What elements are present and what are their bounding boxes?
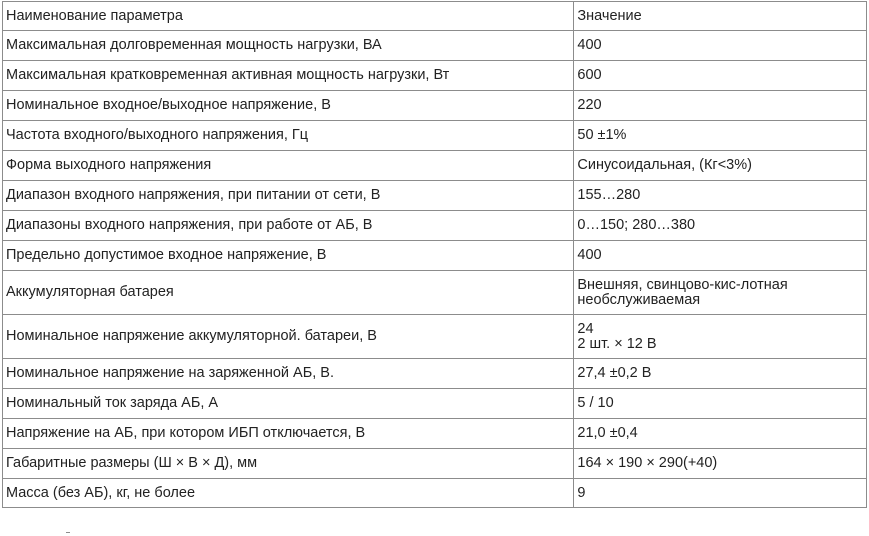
value-line: Внешняя, свинцово-кис-лотная xyxy=(577,276,788,293)
value-line: 2 шт. × 12 В xyxy=(577,335,657,352)
table-row xyxy=(3,315,867,359)
table-row xyxy=(3,241,867,271)
param-value-cell: 155…280 xyxy=(574,181,867,211)
table-row xyxy=(3,479,867,508)
table-row xyxy=(3,31,867,61)
specifications-table xyxy=(2,1,867,508)
param-name-cell: Максимальная кратковременная активная мощность нагрузки, Вт xyxy=(3,61,574,91)
param-name-cell: Габаритные размеры (Ш × В × Д), мм xyxy=(3,449,574,479)
divider-fragment xyxy=(66,532,70,535)
param-name-cell: Номинальный ток заряда АБ, А xyxy=(3,389,574,419)
param-name-cell: Аккумуляторная батарея xyxy=(3,271,574,315)
param-name-cell: Диапазоны входного напряжения, при работе от АБ, В xyxy=(3,211,574,241)
table-header-row xyxy=(3,2,867,31)
table-row xyxy=(3,359,867,389)
header-value-cell: Значение xyxy=(574,2,867,31)
param-value-cell xyxy=(574,271,867,315)
param-name-cell: Диапазон входного напряжения, при питании от сети, В xyxy=(3,181,574,211)
param-name-cell: Максимальная долговременная мощность нагрузки, ВА xyxy=(3,31,574,61)
table-row xyxy=(3,271,867,315)
param-name-cell: Напряжение на АБ, при котором ИБП отключается, В xyxy=(3,419,574,449)
header-param-cell: Наименование параметра xyxy=(3,2,574,31)
param-value-cell xyxy=(574,315,867,359)
param-value-cell: 220 xyxy=(574,91,867,121)
table-row xyxy=(3,181,867,211)
param-name-cell: Предельно допустимое входное напряжение, В xyxy=(3,241,574,271)
param-value-cell: 400 xyxy=(574,241,867,271)
param-value-cell: Синусоидальная, (Кг<3%) xyxy=(574,151,867,181)
param-name-cell: Номинальное напряжение на заряженной АБ, В. xyxy=(3,359,574,389)
param-name-cell: Номинальное напряжение аккумуляторной. батареи, В xyxy=(3,315,574,359)
param-value-cell: 5 / 10 xyxy=(574,389,867,419)
table-row xyxy=(3,61,867,91)
table-row xyxy=(3,91,867,121)
param-value-cell: 21,0 ±0,4 xyxy=(574,419,867,449)
param-name-cell: Частота входного/выходного напряжения, Гц xyxy=(3,121,574,151)
param-value-cell: 164 × 190 × 290(+40) xyxy=(574,449,867,479)
table-row xyxy=(3,121,867,151)
param-value-cell: 400 xyxy=(574,31,867,61)
param-name-cell: Масса (без АБ), кг, не более xyxy=(3,479,574,508)
table-row xyxy=(3,389,867,419)
table-row xyxy=(3,151,867,181)
param-value-cell: 50 ±1% xyxy=(574,121,867,151)
table-row xyxy=(3,419,867,449)
param-name-cell: Форма выходного напряжения xyxy=(3,151,574,181)
param-name-cell: Номинальное входное/выходное напряжение, В xyxy=(3,91,574,121)
param-value-cell: 27,4 ±0,2 В xyxy=(574,359,867,389)
param-value-cell: 0…150; 280…380 xyxy=(574,211,867,241)
value-line: 24 xyxy=(577,320,594,337)
table-row xyxy=(3,211,867,241)
value-line: необслуживаемая xyxy=(577,291,701,308)
param-value-cell: 600 xyxy=(574,61,867,91)
param-value-cell: 9 xyxy=(574,479,867,508)
table-row xyxy=(3,449,867,479)
